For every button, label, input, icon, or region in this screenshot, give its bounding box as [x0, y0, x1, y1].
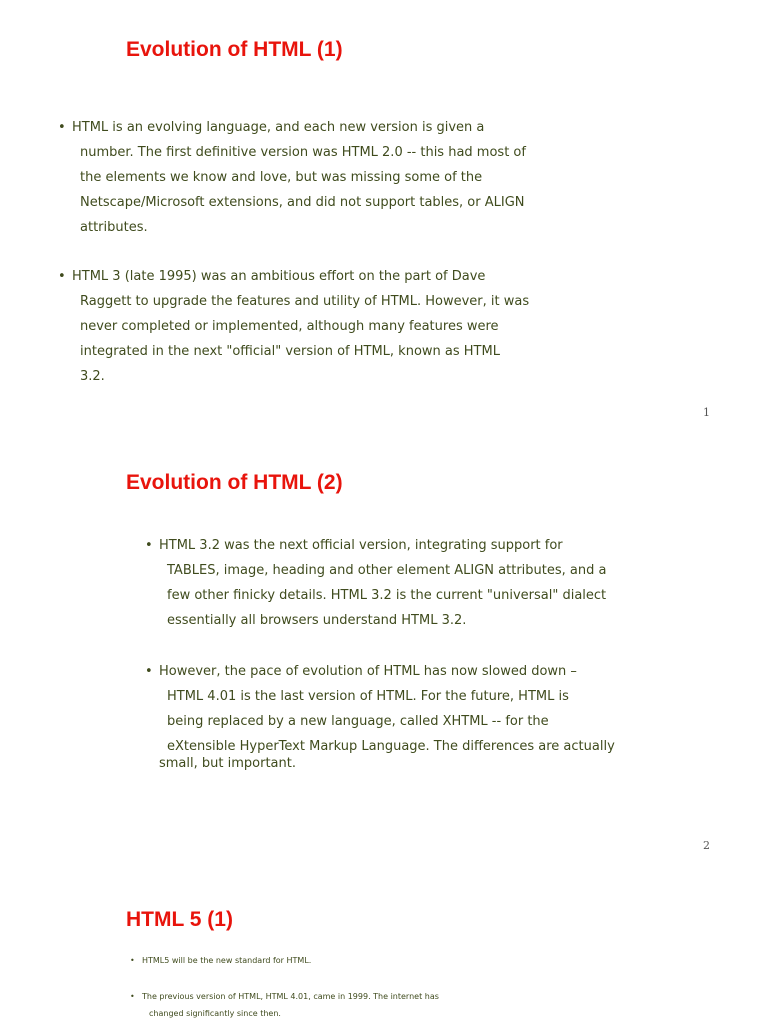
bullet-line: HTML 4.01 is the last version of HTML. For the future, HTML is	[167, 689, 569, 704]
slide-1-bullet-2	[58, 264, 529, 389]
bullet-line: However, the pace of evolution of HTML has now slowed down –	[159, 664, 577, 679]
slide-3-bullet-2	[130, 988, 439, 1022]
bullet-line: the elements we know and love, but was missing some of the	[80, 170, 483, 185]
bullet-line: changed significantly since then.	[149, 1009, 281, 1018]
bullet-dot: •	[145, 538, 153, 553]
bullet-line: attributes.	[80, 220, 148, 235]
bullet-dot: •	[130, 992, 135, 1001]
slide-2-bullet-1	[145, 533, 606, 633]
slide-1-page-number: 1	[703, 406, 710, 419]
bullet-line: Raggett to upgrade the features and utility of HTML. However, it was	[80, 294, 530, 309]
bullet-line: HTML 3 (late 1995) was an ambitious effort on the part of Dave	[72, 269, 486, 284]
bullet-line: never completed or implemented, although many features were	[80, 319, 499, 334]
bullet-line: essentially all browsers understand HTML 3.2.	[167, 613, 467, 628]
bullet-line: HTML5 will be the new standard for HTML.	[142, 956, 312, 965]
bullet-dot: •	[58, 269, 66, 284]
bullet-line: integrated in the next "official" version of HTML, known as HTML	[80, 344, 500, 359]
bullet-line: Netscape/Microsoft extensions, and did not support tables, or ALIGN	[80, 195, 525, 210]
slide-2-bullet-2	[145, 659, 615, 773]
bullet-line: The previous version of HTML, HTML 4.01, came in 1999. The internet has	[142, 992, 439, 1001]
slide-2-title: Evolution of HTML (2)	[126, 471, 343, 494]
slide-2-page-number: 2	[703, 839, 710, 852]
bullet-line: number. The first definitive version was HTML 2.0 -- this had most of	[80, 145, 526, 160]
bullet-line: 3.2.	[80, 369, 105, 384]
bullet-line: HTML is an evolving language, and each new version is given a	[72, 120, 485, 135]
bullet-dot: •	[58, 120, 66, 135]
slide-1-title: Evolution of HTML (1)	[126, 38, 343, 61]
bullet-line: TABLES, image, heading and other element ALIGN attributes, and a	[167, 563, 607, 578]
bullet-line: small, but important.	[159, 756, 296, 771]
bullet-line: eXtensible HyperText Markup Language. The differences are actually	[167, 739, 615, 754]
bullet-dot: •	[130, 956, 135, 965]
bullet-line: few other finicky details. HTML 3.2 is the current "universal" dialect	[167, 588, 607, 603]
bullet-line: being replaced by a new language, called XHTML -- for the	[167, 714, 549, 729]
slide-1-bullet-1	[58, 115, 526, 240]
slide-3-bullet-1	[130, 952, 311, 969]
bullet-line: HTML 3.2 was the next official version, integrating support for	[159, 538, 563, 553]
bullet-dot: •	[145, 664, 153, 679]
slide-3-title: HTML 5 (1)	[126, 908, 233, 931]
